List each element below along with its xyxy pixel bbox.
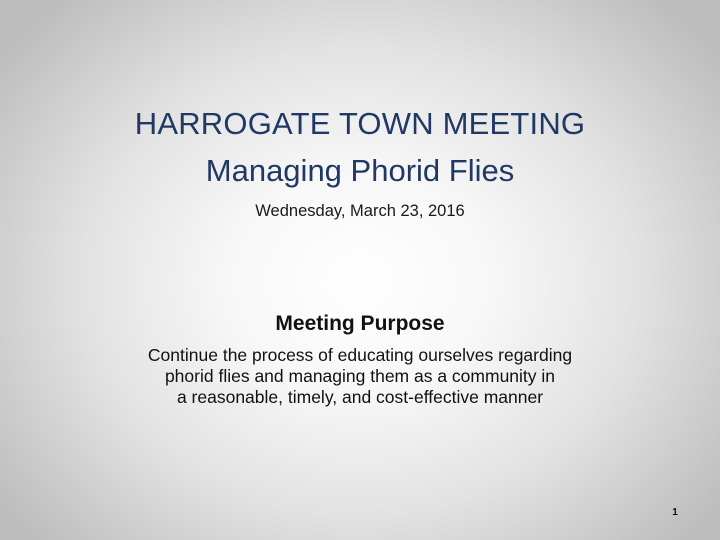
purpose-line: a reasonable, timely, and cost-effective manner <box>176 387 544 407</box>
title-block <box>0 104 720 222</box>
purpose-line: Continue the process of educating ourselves regarding <box>147 345 573 365</box>
purpose-heading: Meeting Purpose <box>275 312 445 335</box>
slide-subtitle-topic: Managing Phorid Flies <box>205 153 515 188</box>
meeting-date: Wednesday, March 23, 2016 <box>255 202 465 220</box>
slide-title: HARROGATE TOWN MEETING <box>134 106 586 141</box>
purpose-block <box>0 309 720 408</box>
page-number: 1 <box>672 507 678 518</box>
purpose-line: phorid flies and managing them as a community in <box>164 366 556 386</box>
purpose-text <box>0 345 720 408</box>
